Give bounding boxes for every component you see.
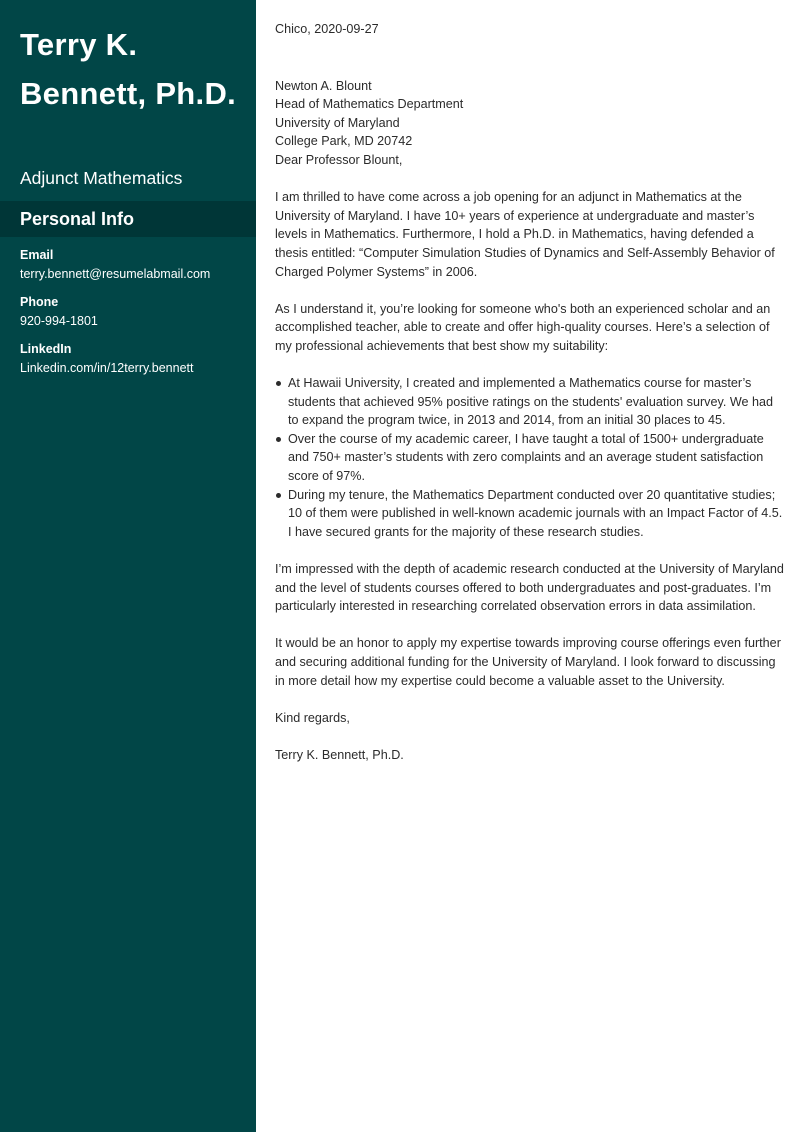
recipient-name: Newton A. Blount <box>275 78 372 93</box>
list-item: Over the course of my academic career, I have taught a total of 1500+ undergraduate and 750+ master’s students with zero complaints and an average student satisfaction score of 97%. <box>288 430 785 486</box>
phone-value: 920-994-1801 <box>20 314 98 328</box>
phone-label: Phone <box>20 295 59 309</box>
linkedin-label: LinkedIn <box>20 342 72 356</box>
paragraph-closing: It would be an honor to apply my expertise towards improving course offerings even further and securing additional funding for the University of Maryland. I look forward to discussing in more detail how my expertise could become a valuable asset to the University. <box>275 636 781 688</box>
closing: Kind regards, <box>275 710 350 725</box>
date-line: Chico, 2020-09-27 <box>275 22 379 36</box>
paragraph-research: I’m impressed with the depth of academic research conducted at the University of Maryland and the level of students courses offered to both undergraduates and post-graduates. I’m particularly interested in researching correlated observation errors in data assimilation. <box>275 562 784 614</box>
recipient-position: Head of Mathematics Department <box>275 97 464 112</box>
linkedin-value[interactable]: Linkedin.com/in/12terry.bennett <box>20 361 194 375</box>
list-item: At Hawaii University, I created and implemented a Mathematics course for master’s students that achieved 95% positive ratings on the students' evaluation survey. We had to expand the program twice, in 2013 and 2014, from an initial 30 places to 45. <box>288 374 785 430</box>
signature: Terry K. Bennett, Ph.D. <box>275 747 404 762</box>
personal-info-header <box>0 201 256 237</box>
sidebar <box>0 0 256 1132</box>
recipient-block <box>275 77 785 151</box>
applicant-name: Terry K. Bennett, Ph.D. <box>20 27 237 111</box>
paragraph-understanding: As I understand it, you’re looking for someone who's both an experienced scholar and an accomplished teacher, able to create and offer high-quality courses. Here’s a selection of my professional achievements that best show my suitability: <box>275 301 771 353</box>
letter-body <box>275 20 785 765</box>
list-item: During my tenure, the Mathematics Department conducted over 20 quantitative studies; 10 of them were published in well-known academic journals with an Impact Factor of 4.5. I have secured grants for the majority of these research studies. <box>288 486 785 542</box>
recipient-organization: University of Maryland <box>275 115 400 130</box>
email-value[interactable]: terry.bennett@resumelabmail.com <box>20 267 211 281</box>
salutation: Dear Professor Blount, <box>275 152 403 167</box>
recipient-address: College Park, MD 20742 <box>275 134 413 149</box>
email-label: Email <box>20 248 54 262</box>
personal-info-title: Personal Info <box>20 209 135 229</box>
paragraph-intro: I am thrilled to have come across a job opening for an adjunct in Mathematics at the University of Maryland. I have 10+ years of experience at undergraduate and master’s levels in Mathematics. Furthermore, I hold a Ph.D. in Mathematics, having defended a thesis entitled: “Computer Simulation Studies of Dynamics and Self-Assembly Behavior of Charged Polymer Systems” in 2006. <box>275 190 775 279</box>
achievements-list <box>275 374 785 541</box>
job-title: Adjunct Mathematics <box>20 168 183 188</box>
